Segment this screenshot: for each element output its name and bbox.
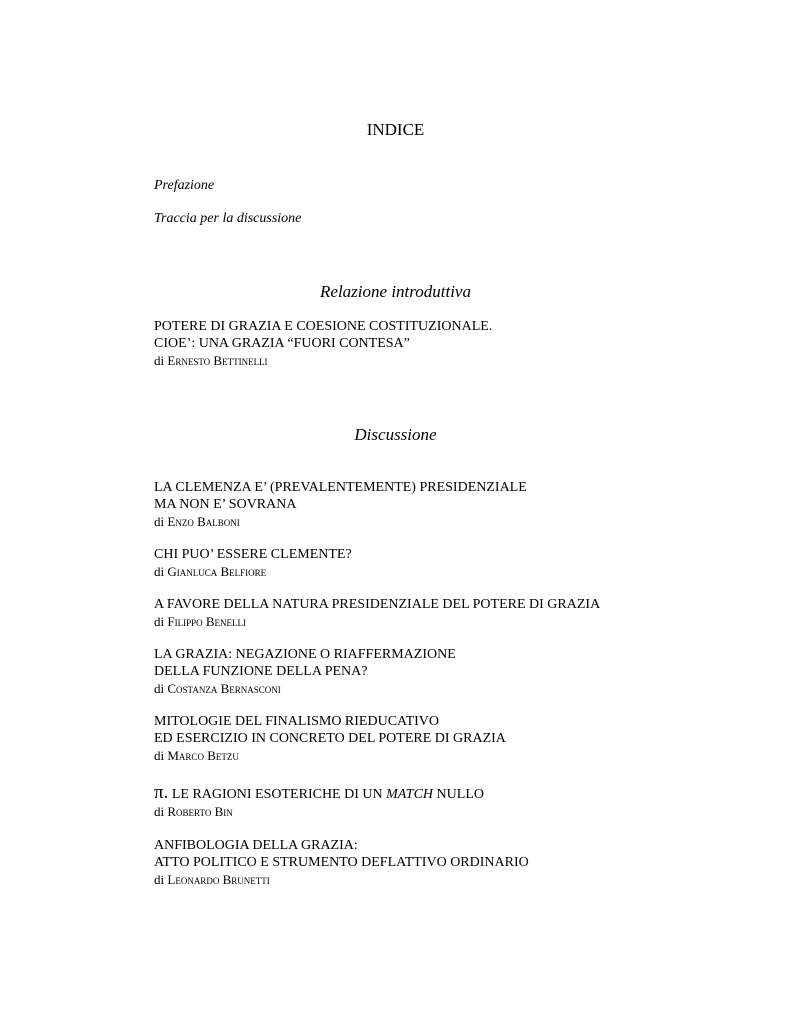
entry-title-line: MITOLOGIE DEL FINALISMO RIEDUCATIVO [154,714,440,729]
entry-title-line: π. LE RAGIONI ESOTERICHE DI UN MATCH NULLO [154,782,484,803]
entry-author: di Gianluca Belfiore [154,564,267,579]
entry-title-line: LA CLEMENZA E’ (PREVALENTEMENTE) PRESIDENZIALE [154,480,527,495]
entry-title-line: DELLA FUNZIONE DELLA PENA? [154,664,368,679]
toc-item-outline[interactable]: Traccia per la discussione [154,211,302,226]
entry-author: di Leonardo Brunetti [154,872,270,887]
toc-item-preface[interactable]: Prefazione [154,178,215,193]
pi-symbol: π. [154,782,169,803]
entry-title-line: ED ESERCIZIO IN CONCRETO DEL POTERE DI GRAZIA [154,731,506,746]
toc-entry[interactable] [154,596,600,630]
entry-title-line: ATTO POLITICO E STRUMENTO DEFLATTIVO ORDINARIO [154,855,529,870]
toc-entry[interactable] [154,713,506,764]
toc-entry[interactable] [154,784,484,820]
entry-title-line: MA NON E’ SOVRANA [154,497,297,512]
entry-title-line: A FAVORE DELLA NATURA PRESIDENZIALE DEL POTERE DI GRAZIA [154,597,601,612]
entry-author: di Roberto Bin [154,804,233,819]
toc-entry[interactable] [154,546,352,580]
entry-author: di Marco Betzu [154,748,239,763]
section-heading-discussion: Discussione [354,425,437,444]
entry-title-line: ANFIBOLOGIA DELLA GRAZIA: [154,838,358,853]
entry-author: di Ernesto Bettinelli [154,353,268,368]
entry-author: di Costanza Bernasconi [154,681,281,696]
toc-entry-intro[interactable] [154,318,492,369]
toc-entry[interactable] [154,479,527,530]
entry-title-line: CHI PUO’ ESSERE CLEMENTE? [154,547,352,562]
entry-author: di Filippo Benelli [154,614,247,629]
entry-title-line: POTERE DI GRAZIA E COESIONE COSTITUZIONALE. [154,319,493,334]
section-heading-intro: Relazione introduttiva [320,282,471,301]
toc-entry[interactable] [154,837,529,888]
page-title: INDICE [366,120,425,139]
entry-title-line: CIOE’: UNA GRAZIA “FUORI CONTESA” [154,336,410,351]
entry-title-line: LA GRAZIA: NEGAZIONE O RIAFFERMAZIONE [154,647,456,662]
toc-entry[interactable] [154,646,456,697]
entry-author: di Enzo Balboni [154,514,240,529]
